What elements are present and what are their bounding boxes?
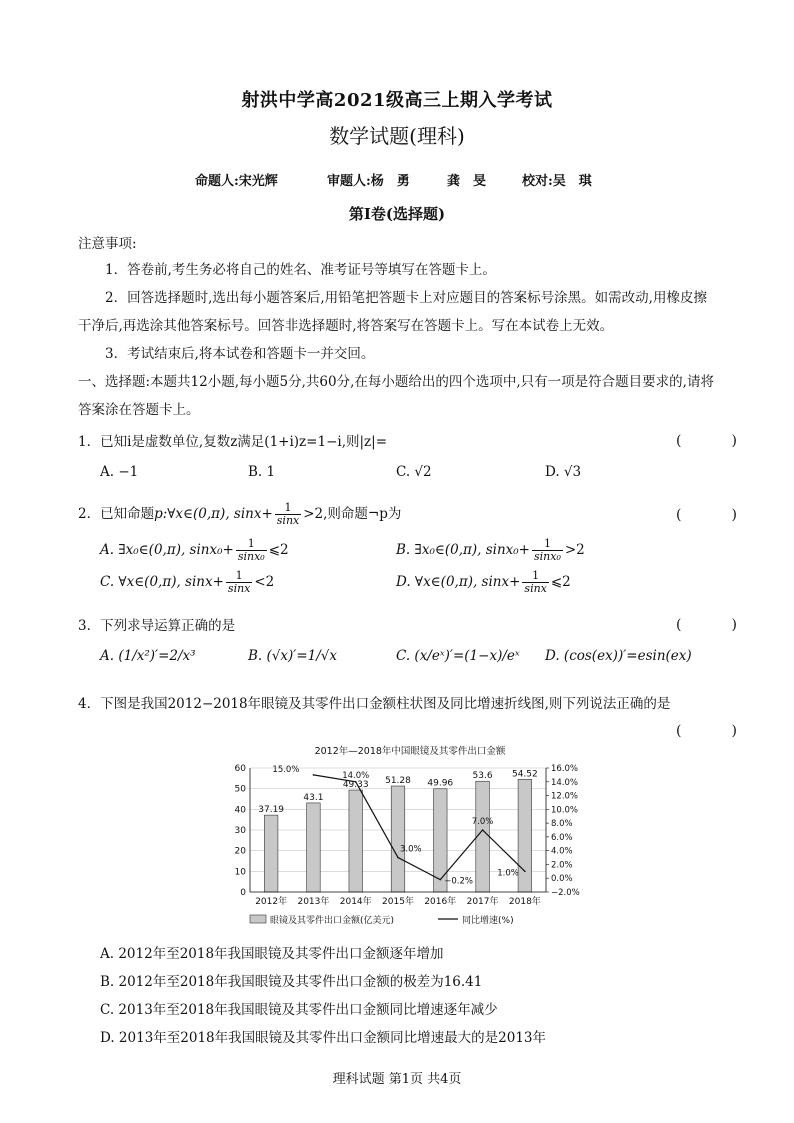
q2-optB-pre: B. ∃x₀∈(0,π), sinx₀+	[396, 542, 530, 558]
y-left-tick-label: 10	[234, 867, 246, 878]
growth-point	[524, 871, 526, 873]
frac-num: 1	[226, 570, 252, 583]
bar-value-label: 54.52	[511, 769, 538, 780]
y-left-tick-label: 0	[240, 888, 246, 898]
q2-optD-post: ⩽2	[550, 574, 571, 590]
growth-point	[397, 857, 399, 859]
frac-den: sinx₀	[534, 550, 561, 563]
legend-bar-swatch	[250, 915, 266, 923]
q1-option-c: C. √2	[396, 464, 432, 480]
q2-stem-pre: 2．已知命题	[78, 506, 155, 522]
bar-value-label: 49.96	[427, 778, 454, 789]
frac-num: 1	[532, 538, 563, 551]
q2-optD-pre: D. ∀x∈(0,π), sinx+	[396, 574, 521, 590]
bar-value-label: 51.28	[385, 776, 411, 787]
bar-value-label: 53.6	[472, 771, 493, 782]
y-right-tick-label: 8.0%	[551, 819, 573, 830]
x-tick-label: 2014年	[339, 897, 372, 907]
section-title: 第Ⅰ卷(选择题)	[348, 205, 446, 223]
q3-stem: 3．下列求导运算正确的是	[78, 618, 236, 634]
y-right-tick-label: 10.0%	[551, 805, 579, 816]
q2-option-b	[396, 538, 585, 563]
frac-den: sinx	[276, 514, 300, 527]
growth-line	[313, 775, 524, 880]
q2-optC-frac	[226, 570, 252, 595]
q2-option-a	[100, 538, 289, 563]
q4-answer-paren: ( )	[676, 723, 755, 739]
q1-option-d: D. √3	[545, 464, 582, 480]
frac-den: sinx₀	[237, 550, 265, 563]
note-item-2: 2．回答选择题时,选出每小题答案后,用铅笔把答题卡上对应题目的答案标号涂黑。如需改动,用橡皮擦干净后,再选涂其他答案标号。回答非选择题时,将答案写在答题卡上。写在本试卷上无效。	[78, 290, 707, 334]
q2-optC-pre: C. ∀x∈(0,π), sinx+	[100, 574, 224, 590]
q1-option-a: A. −1	[100, 464, 139, 480]
q3-option-b: B. (√x)′=1/√x	[248, 648, 337, 664]
q2-option-d	[396, 570, 571, 595]
y-right-tick-label: −2.0%	[551, 888, 580, 898]
q4-option-a: A. 2012年至2018年我国眼镜及其零件出口金额逐年增加	[100, 946, 444, 962]
q4-option-c: C. 2013年至2018年我国眼镜及其零件出口金额同比增速逐年减少	[100, 1002, 498, 1018]
q2-stem-frac	[275, 502, 301, 527]
note-item-1: 1．答卷前,考生务必将自己的姓名、准考证号等填写在答题卡上。	[105, 262, 496, 278]
growth-value-label: −0.2%	[444, 876, 474, 887]
notes-heading: 注意事项:	[78, 236, 137, 252]
q2-optD-frac	[522, 570, 548, 595]
y-right-tick-label: 14.0%	[551, 777, 579, 788]
bar	[476, 781, 490, 892]
y-right-tick-label: 16.0%	[551, 764, 579, 774]
bar-value-label: 49.33	[342, 780, 369, 791]
q1-answer-paren: ( )	[676, 433, 755, 449]
growth-value-label: 15.0%	[272, 764, 300, 775]
y-left-tick-label: 30	[234, 826, 246, 836]
growth-value-label: 3.0%	[400, 844, 422, 855]
author-reviewer: 审题人:杨 勇	[327, 174, 410, 189]
y-left-tick-label: 20	[234, 846, 246, 857]
growth-point	[313, 774, 315, 776]
q1-stem: 1．已知i是虚数单位,复数z满足(1+i)z=1−i,则|z|=	[78, 434, 388, 450]
q4-stem: 4．下图是我国2012−2018年眼镜及其零件出口金额柱状图及同比增速折线图,则下列说法正确的是	[78, 696, 671, 712]
q2-optC-post: <2	[254, 574, 275, 590]
legend-line-label: 同比增速(%)	[462, 916, 514, 926]
chart-title: 2012年—2018年中国眼镜及其零件出口金额	[314, 746, 506, 757]
y-left-tick-label: 40	[234, 805, 246, 816]
q2-optA-frac	[236, 538, 267, 563]
bar	[518, 779, 532, 892]
bar-value-label: 43.1	[303, 792, 324, 803]
note-item-3: 3．考试结束后,将本试卷和答题卡一并交回。	[105, 346, 375, 362]
x-tick-label: 2016年	[424, 897, 457, 907]
frac-num: 1	[236, 538, 267, 551]
legend-bar-label: 眼镜及其零件出口金额(亿美元)	[270, 916, 395, 926]
q3-option-d: D. (cos(ex))′=esin(ex)	[545, 648, 692, 664]
x-tick-label: 2013年	[297, 897, 330, 907]
y-left-tick-label: 50	[234, 784, 246, 795]
q1-option-b: B. 1	[248, 464, 276, 480]
growth-value-label: 14.0%	[342, 770, 370, 781]
bar-value-label: 37.19	[258, 805, 285, 816]
growth-point	[439, 879, 441, 881]
q2-stem-post: >2,则命题¬p为	[303, 506, 402, 522]
q3-option-a: A. (1/x²)′=2/x³	[100, 648, 196, 664]
q2-optA-post: ⩽2	[268, 542, 289, 558]
bar	[307, 803, 321, 892]
y-right-tick-label: 4.0%	[551, 846, 573, 857]
growth-value-label: 1.0%	[497, 868, 519, 879]
y-right-tick-label: 6.0%	[551, 832, 573, 843]
q3-option-c: C. (x/eˣ)′=(1−x)/eˣ	[396, 648, 520, 664]
q2-stem-p: p:∀x∈(0,π), sinx+	[154, 506, 273, 522]
y-right-tick-label: 0.0%	[551, 874, 573, 885]
chart-legend	[250, 914, 514, 926]
frac-num: 1	[522, 570, 548, 583]
x-tick-label: 2017年	[466, 897, 499, 907]
frac-den: sinx	[524, 582, 547, 595]
frac-den: sinx	[227, 582, 251, 595]
y-right-tick-label: 12.0%	[551, 791, 579, 802]
part1-instructions: 一、选择题:本题共12小题,每小题5分,共60分,在每小题给出的四个选项中,只有一项是符合题目要求的,请将答案涂在答题卡上。	[78, 374, 714, 418]
q4-option-d: D. 2013年至2018年我国眼镜及其零件出口金额同比增速最大的是2013年	[100, 1030, 546, 1046]
page-footer: 理科试题 第1页 共4页	[332, 1072, 462, 1087]
q3-answer-paren: ( )	[676, 617, 755, 633]
bar	[264, 815, 278, 892]
y-right-tick-label: 2.0%	[551, 860, 573, 871]
bar	[349, 790, 363, 892]
frac-num: 1	[275, 502, 301, 515]
growth-value-label: 7.0%	[471, 817, 494, 827]
author-reviewer-2: 龚 旻	[447, 174, 487, 189]
x-tick-label: 2012年	[255, 897, 288, 907]
exam-subtitle: 数学试题(理科)	[329, 124, 465, 148]
exam-title: 射洪中学高2021级高三上期入学考试	[241, 90, 553, 111]
bar	[391, 786, 405, 892]
q2-optB-frac	[532, 538, 563, 563]
y-left-tick-label: 60	[234, 764, 246, 774]
q4-option-b: B. 2012年至2018年我国眼镜及其零件出口金额的极差为16.41	[100, 974, 483, 990]
export-chart	[220, 740, 600, 930]
x-tick-label: 2015年	[382, 897, 414, 907]
growth-point	[482, 829, 484, 831]
q2-optA-pre: A. ∃x₀∈(0,π), sinx₀+	[100, 542, 234, 558]
x-tick-label: 2018年	[508, 897, 541, 907]
author-setter: 命题人:宋光辉	[195, 174, 278, 189]
q2-option-c	[100, 570, 274, 595]
q2-stem	[78, 502, 401, 527]
author-proofreader: 校对:吴 琪	[522, 174, 592, 189]
q2-answer-paren: ( )	[676, 507, 755, 523]
q2-optB-post: >2	[564, 542, 585, 558]
